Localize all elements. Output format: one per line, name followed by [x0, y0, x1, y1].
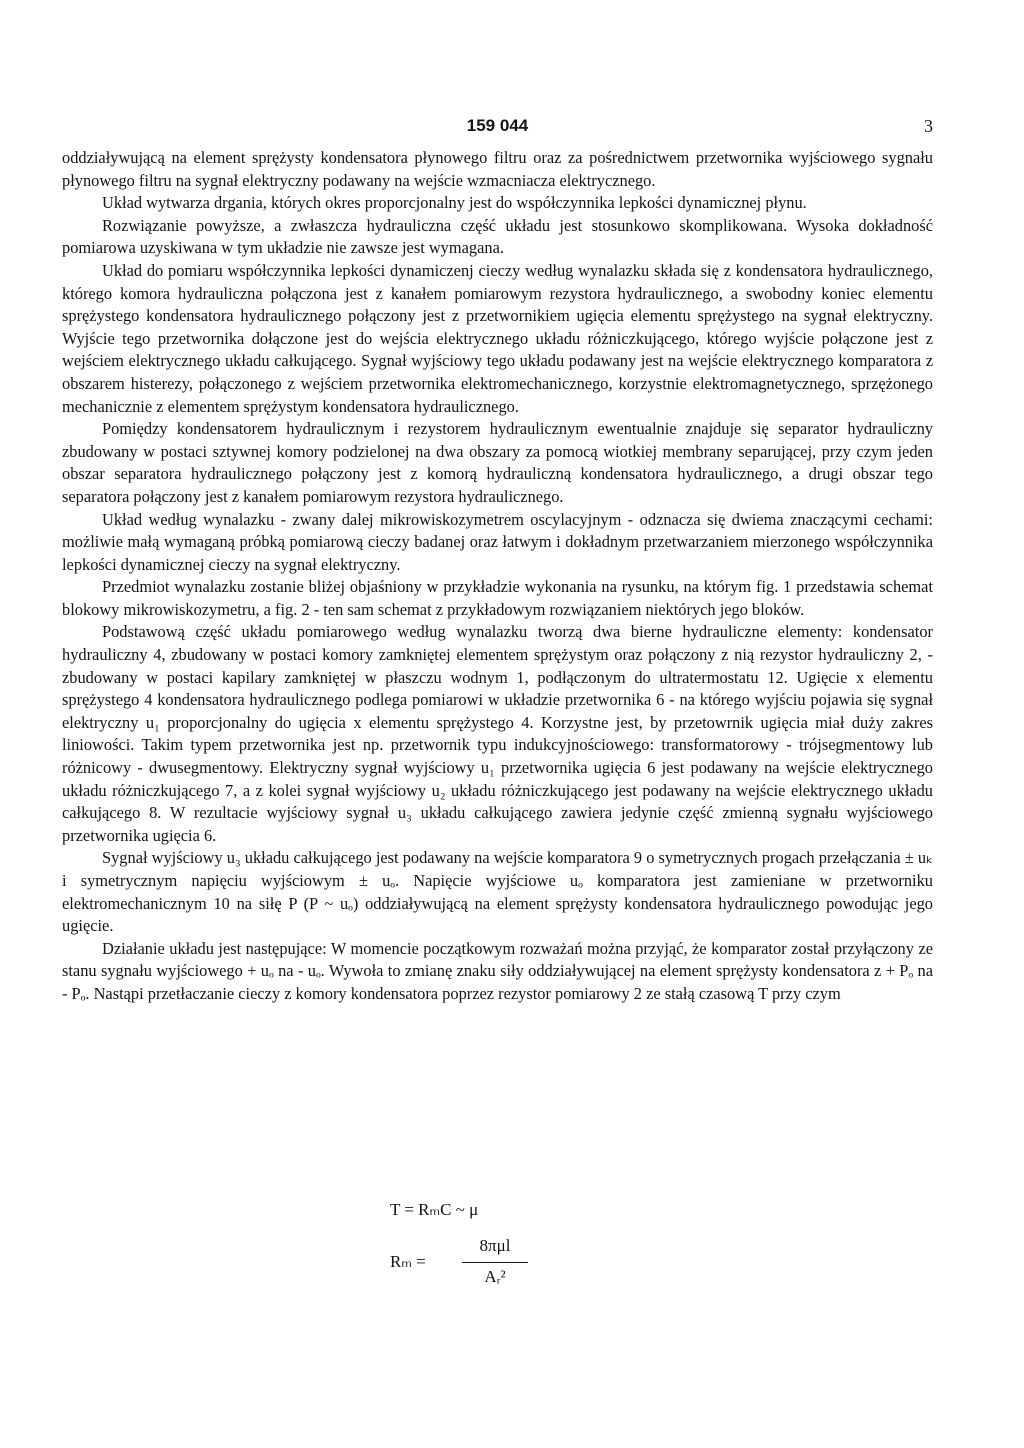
formula-time-constant: T = RₘC ~ μ — [390, 1200, 479, 1219]
fraction-denominator: Aᵣ² — [484, 1267, 506, 1286]
paragraph: Układ wytwarza drgania, których okres proporcjonalny jest do współczynnika lepkości dynamicznej płynu. — [102, 193, 807, 213]
paragraph: Sygnał wyjściowy u₃ układu całkującego jest podawany na wejście komparatora 9 o symetrycznych progach przełączania ± uₖ i symetrycznym napięciu wyjściowym ± uₒ. Napięcie wyjściowe uₒ komparatora jest zamieniane w przetworniku elektromechanicznym 10 na siłę P (P ~ uₒ) oddziaływującą na element sprężysty kondensatora hydraulicznego powodując jego ugięcie. — [62, 848, 933, 936]
page-header — [62, 116, 933, 140]
fraction-numerator: 8πμl — [479, 1236, 511, 1255]
body-text — [62, 147, 933, 1006]
paragraph: Przedmiot wynalazku zostanie bliżej objaśniony w przykładzie wykonania na rysunku, na którym fig. 1 przedstawia schemat blokowy mikrowiskozymetru, a fig. 2 - ten sam schemat z przykładowym rozwiązaniem niektórych jego bloków. — [62, 577, 933, 619]
page-number: 3 — [924, 116, 933, 136]
paragraph: Działanie układu jest następujące: W momencie początkowym rozważań można przyjąć, że komparator został przyłączony ze stanu sygnału wyjściowego + uₒ na - uₒ. Wywoła to zmianę znaku siły oddziaływującej na element sprężysty kondensatora z + Pₒ na - Pₒ. Nastąpi przetłaczanie cieczy z komory kondensatora poprzez rezystor pomiarowy 2 ze stałą czasową T przy czym — [62, 938, 933, 1003]
formula-block — [390, 1200, 610, 1306]
patent-number: 159 044 — [466, 116, 529, 135]
paragraph: Rozwiązanie powyższe, a zwłaszcza hydrauliczna część układu jest stosunkowo skomplikowana. Wysoka dokładność pomiarowa uzyskiwana w tym układzie nie zawsze jest wymagana. — [62, 215, 933, 258]
paragraph: Pomiędzy kondensatorem hydraulicznym i rezystorem hydraulicznym ewentualnie znajduje się separator hydrauliczny zbudowany w postaci sztywnej komory podzielonej na dwa obszary za pomocą wiotkiej membrany separującej, przy czym jeden obszar separatora hydraulicznego połączony jest z komorą hydrauliczną kondensatora hydraulicznego, a drugi obszar tego separatora połączony jest z kanałem pomiarowym rezystora hydraulicznego. — [62, 419, 933, 506]
formula-lhs: Rₘ = — [390, 1252, 426, 1271]
fraction-bar — [462, 1262, 528, 1263]
paragraph: Podstawową część układu pomiarowego według wynalazku tworzą dwa bierne hydrauliczne elementy: kondensator hydrauliczny 4, zbudowany w postaci komory zamkniętej elementem sprężystym oraz połączony z nią rezystor hydrauliczny 2, - zbudowany w postaci kapilary zamkniętej w płaszczu wodnym 1, podłączonym do ultratermostatu 12. Ugięcie x elementu sprężystego 4 kondensatora hydraulicznego podlega pomiarowi w układzie przetwornika 6 - na którego wyjściu pojawia się sygnał elektryczny u₁ proporcjonalny do ugięcia x elementu sprężystego 4. Korzystne jest, by przetowrnik ugięcia miał duży zakres liniowości. Takim typem przetwornika jest np. przetwornik typu indukcyjnościowego: transformatorowy - trójsegmentowy lub różnicowy - dwusegmentowy. Elektryczny sygnał wyjściowy u₁ przetwornika ugięcia 6 jest podawany na wejście elektrycznego układu różniczkującego 7, a z kolei sygnał wyjściowy u₂ układu różniczkującego jest podawany na wejście elektrycznego układu całkującego 8. W rezultacie wyjściowy sygnał u₃ układu całkującego zawiera jedynie część zmienną sygnału wyjściowego przetwornika ugięcia 6. — [62, 622, 933, 845]
formula-resistance — [390, 1236, 610, 1306]
formula-fraction — [462, 1236, 528, 1287]
paragraph: Układ do pomiaru współczynnika lepkości dynamiczenj cieczy według wynalazku składa się z kondensatora hydraulicznego, którego komora hydrauliczna połączona jest z kanałem pomiarowym rezystora hydraulicznego, a swobodny koniec elementu sprężystego kondensatora hydraulicznego połączony jest z przetwornikiem ugięcia elementu sprężystego na sygnał elektryczny. Wyjście tego przetwornika dołączone jest do wejścia elektrycznego układu różniczkującego, którego wyjście połączone jest z wejściem elektrycznego układu całkującego. Sygnał wyjściowy tego układu podawany jest na wejście elektrycznego komparatora z obszarem histerezy, połączonego z wejściem przetwornika elektromechanicznego, korzystnie elektromagnetycznego, sprzężonego mechanicznie z elementem sprężystym kondensatora hydraulicznego. — [62, 260, 933, 416]
paragraph: oddziaływującą na element sprężysty kondensatora płynowego filtru oraz za pośrednictwem przetwornika wyjściowego sygnału płynowego filtru na sygnał elektryczny podawany na wejście wzmacniacza elektrycznego. — [62, 148, 933, 190]
paragraph: Układ według wynalazku - zwany dalej mikrowiskozymetrem oscylacyjnym - odznacza się dwiema znaczącymi cechami: możliwie małą wymaganą próbką pomiarową cieczy badanej oraz łatwym i dokładnym przetwarzaniem mierzonego współczynnika lepkości dynamicznej cieczy na sygnał elektryczny. — [62, 509, 933, 574]
